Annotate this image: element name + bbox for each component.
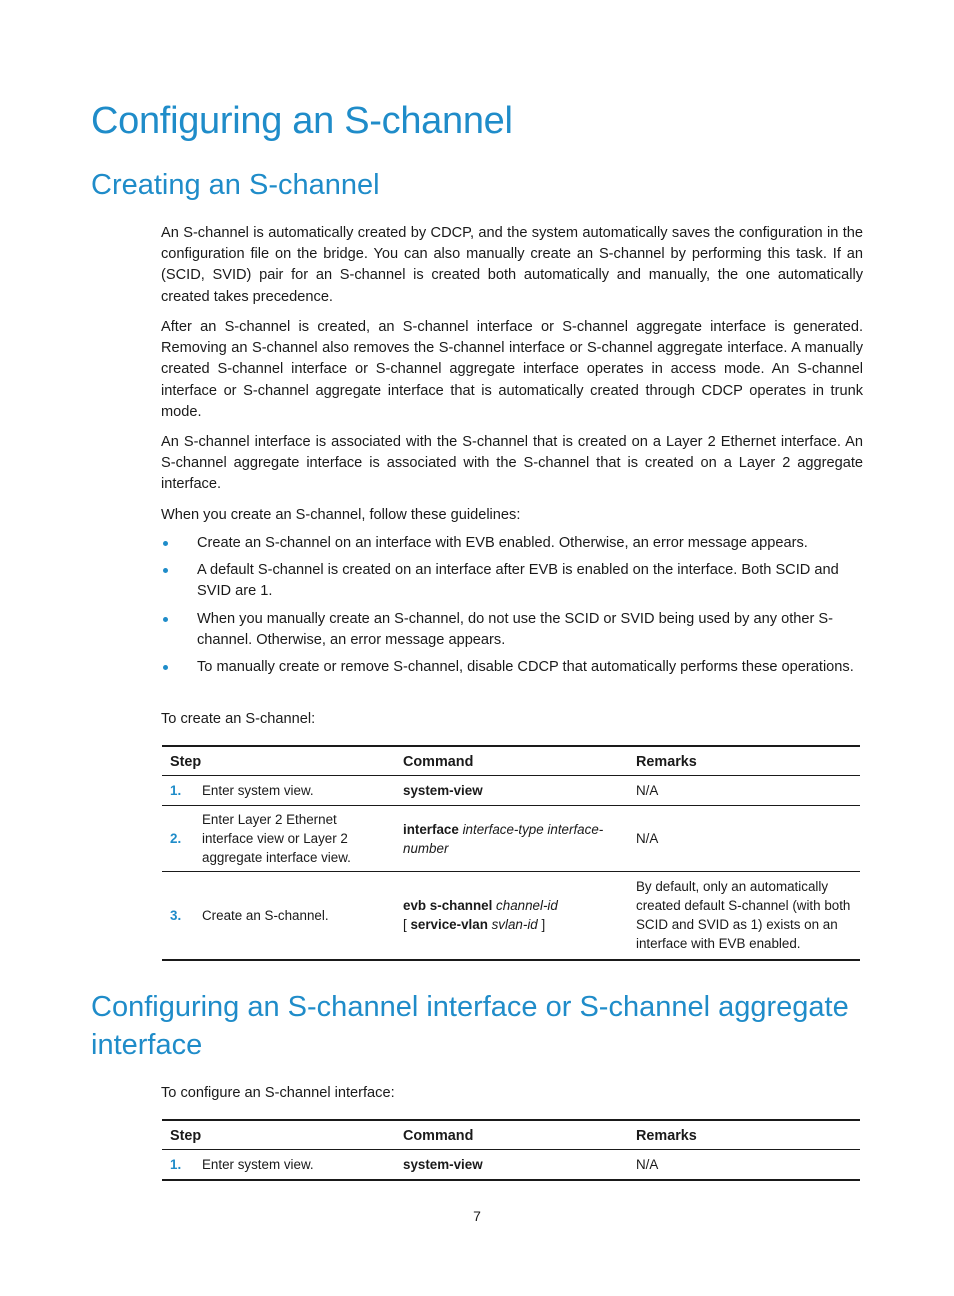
command-argument: interface-type interface-number xyxy=(403,821,604,856)
list-item xyxy=(161,533,863,554)
step-text: Enter system view. xyxy=(202,783,314,798)
page-number: 7 xyxy=(473,1208,481,1224)
paragraph-1: An S-channel is automatically created by CDCP, and the system automatically saves the configuration in the configuration file on the bridge. You can also manually create an S-channel by performing this task. If an (SCID, SVID) pair for an S-channel is created both automatically and manually, the one automatically created takes precedence. xyxy=(161,225,863,305)
paragraph-4: When you create an S-channel, follow these guidelines: xyxy=(161,507,521,523)
section-heading-creating: Creating an S-channel xyxy=(91,169,380,201)
column-header-remarks: Remarks xyxy=(636,754,697,770)
paragraph-2: After an S-channel is created, an S-channel interface or S-channel aggregate interface is generated. Removing an S-channel also removes the S-channel interface or S-channel aggregate interface. A manually created S-channel interface or S-channel aggregate interface operates in access mode. An S-channel interface or S-channel aggregate interface that is automatically created through CDCP operates in trunk mode. xyxy=(161,319,863,420)
command-keyword: service-vlan xyxy=(410,917,488,933)
list-item xyxy=(161,560,863,602)
list-item xyxy=(161,657,863,678)
step-number: 3. xyxy=(170,907,182,923)
column-header-step: Step xyxy=(170,1128,202,1144)
page-title: Configuring an S-channel xyxy=(91,100,513,142)
bullet-icon xyxy=(163,617,168,622)
table-intro-1: To create an S-channel: xyxy=(161,711,316,727)
list-item-text: A default S-channel is created on an interface after EVB is enabled on the interface. Both SCID and SVID are 1. xyxy=(197,562,839,600)
column-header-remarks: Remarks xyxy=(636,1128,697,1144)
guidelines-list xyxy=(161,533,863,684)
bullet-icon xyxy=(163,541,168,546)
command-argument: svlan-id xyxy=(491,917,538,933)
remarks-cell: N/A xyxy=(636,1156,659,1172)
list-item-text: To manually create or remove S-channel, disable CDCP that automatically performs these operations. xyxy=(197,659,854,676)
bullet-icon xyxy=(163,568,168,573)
table-header-row xyxy=(162,746,860,776)
column-header-step: Step xyxy=(170,754,202,770)
configure-s-channel-interface-table xyxy=(162,1119,860,1181)
remarks-cell: N/A xyxy=(636,783,659,798)
command-keyword: system-view xyxy=(403,1156,483,1172)
create-s-channel-table xyxy=(162,745,860,961)
command-keyword: system-view xyxy=(403,783,483,798)
column-header-command: Command xyxy=(403,754,474,770)
command-argument: channel-id xyxy=(496,898,558,914)
step-number: 1. xyxy=(170,783,182,798)
table-row xyxy=(162,776,860,806)
remarks-cell: By default, only an automatically created default S-channel (with both SCID and SVID as 1) exists on an interface with EVB enabled. xyxy=(636,879,851,952)
table-row xyxy=(162,806,860,872)
remarks-cell: N/A xyxy=(636,831,659,846)
command-keyword: interface xyxy=(403,821,459,837)
step-text: Enter system view. xyxy=(202,1156,314,1172)
list-item-text: Create an S-channel on an interface with EVB enabled. Otherwise, an error message appears. xyxy=(197,535,808,551)
bullet-icon xyxy=(163,665,168,670)
step-number: 2. xyxy=(170,831,182,846)
paragraph-3: An S-channel interface is associated with the S-channel that is created on a Layer 2 Ethernet interface. An S-channel aggregate interface is associated with the S-channel that is created on a Layer 2 aggregate interface. xyxy=(161,434,863,493)
column-header-command: Command xyxy=(403,1128,474,1144)
command-keyword: evb s-channel xyxy=(403,898,493,914)
step-text: Create an S-channel. xyxy=(202,907,329,923)
step-number: 1. xyxy=(170,1156,182,1172)
step-text: Enter Layer 2 Ethernet interface view or Layer 2 aggregate interface view. xyxy=(202,812,351,865)
table-row: 3. Create an S-channel. evb s-channel channel-id [ service-vlan svlan-id ] By default, only an automatically created default S-channel (with both SCID and SVID as 1) exists on an interface with EVB enabled. xyxy=(162,872,860,960)
list-item xyxy=(161,609,863,651)
table-header-row xyxy=(162,1120,860,1150)
section-heading-configuring-interface: Configuring an S-channel interface or S-channel aggregate interface xyxy=(91,991,849,1061)
table-row xyxy=(162,1150,860,1180)
list-item-text: When you manually create an S-channel, do not use the SCID or SVID being used by any other S-channel. Otherwise, an error message appears. xyxy=(197,610,833,648)
table-intro-2: To configure an S-channel interface: xyxy=(161,1085,395,1101)
